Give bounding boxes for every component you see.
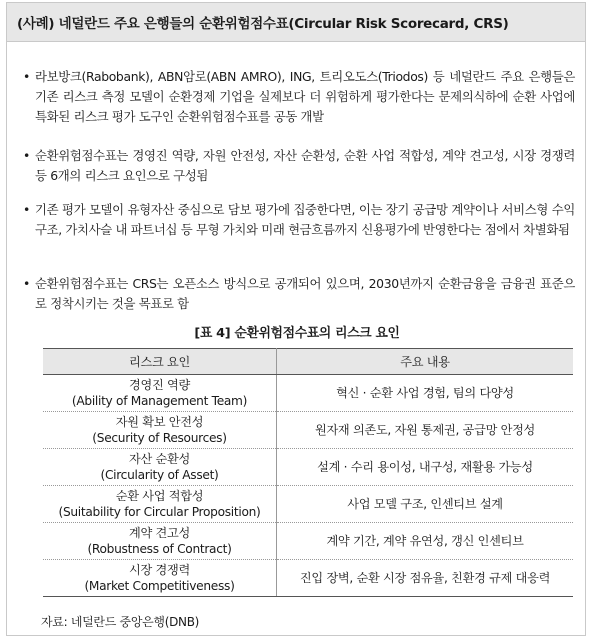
- factor-name-ko: 경영진 역량: [129, 378, 190, 392]
- case-study-box: [6, 2, 586, 636]
- content-cell: 계약 기간, 계약 유연성, 갱신 인센티브: [277, 523, 574, 560]
- factor-cell: [43, 523, 277, 560]
- factor-cell: [43, 449, 277, 486]
- content-cell: 진입 장벽, 순환 시장 점유율, 친환경 규제 대응력: [277, 560, 574, 597]
- factor-cell: [43, 412, 277, 449]
- factor-name-ko: 순환 사업 적합성: [115, 489, 204, 503]
- table-row: [43, 449, 573, 486]
- content-cell: 원자재 의존도, 자원 통제권, 공급망 안정성: [277, 412, 574, 449]
- box-title: (사례) 네덜란드 주요 은행들의 순환위험점수표(Circular Risk Scorecard, CRS): [17, 16, 509, 32]
- bullet-item: [23, 274, 575, 314]
- column-header-content: 주요 내용: [277, 349, 574, 375]
- table-row: [43, 486, 573, 523]
- bullet-text: 순환위험점수표는 CRS는 오픈소스 방식으로 공개되어 있으며, 2030년까지 순환금융을 금융권 표준으로 정착시키는 것을 목표로 함: [35, 276, 575, 311]
- factor-name-ko: 자원 확보 안전성: [115, 415, 204, 429]
- table-title: [표 4] 순환위험점수표의 리스크 요인: [194, 326, 400, 341]
- bullet-marker: •: [23, 202, 30, 217]
- factor-name-en: (Robustness of Contract): [87, 542, 232, 556]
- table-row: [43, 412, 573, 449]
- bullet-marker: •: [23, 69, 30, 84]
- bullet-marker: •: [23, 276, 30, 291]
- content-cell: 설계 · 수리 용이성, 내구성, 재활용 가능성: [277, 449, 574, 486]
- box-header: [7, 3, 585, 42]
- table-row: [43, 523, 573, 560]
- table-row: [43, 560, 573, 597]
- bullet-item: [23, 146, 575, 186]
- bullet-marker: •: [23, 148, 30, 163]
- content-cell: 사업 모델 구조, 인센티브 설계: [277, 486, 574, 523]
- factor-cell: [43, 486, 277, 523]
- factor-name-en: (Circularity of Asset): [100, 468, 219, 482]
- factor-name-en: (Market Competitiveness): [84, 579, 235, 593]
- content-cell: 혁신 · 순환 사업 경험, 팀의 다양성: [277, 375, 574, 412]
- bullet-text: 순환위험점수표는 경영진 역량, 자원 안전성, 자산 순환성, 순환 사업 적합성, 계약 견고성, 시장 경쟁력 등 6개의 리스크 요인으로 구성됨: [35, 148, 575, 183]
- factor-name-en: (Suitability for Circular Proposition): [58, 505, 261, 519]
- factor-name-en: (Security of Resources): [92, 431, 227, 445]
- factor-cell: [43, 560, 277, 597]
- column-header-factor: 리스크 요인: [43, 349, 277, 375]
- source-note: 자료: 네덜란드 중앙은행(DNB): [41, 615, 200, 629]
- bullet-item: [23, 67, 575, 127]
- table-header-row: [43, 349, 573, 375]
- bullet-item: [23, 200, 575, 240]
- factor-name-ko: 계약 견고성: [129, 526, 190, 540]
- factor-cell: [43, 375, 277, 412]
- risk-factor-table: [43, 348, 573, 597]
- bullet-text: 기존 평가 모델이 유형자산 중심으로 담보 평가에 집중한다면, 이는 장기 공급망 계약이나 서비스형 수익 구조, 가치사슬 내 파트너십 등 무형 가치와 미래 현금흐름까지 신용평가에 반영한다는 점에서 차별화됨: [35, 202, 575, 237]
- factor-name-ko: 시장 경쟁력: [129, 563, 190, 577]
- factor-name-en: (Ability of Management Team): [71, 394, 248, 408]
- table-row: [43, 375, 573, 412]
- bullet-text: 라보방크(Rabobank), ABN암로(ABN AMRO), ING, 트리오도스(Triodos) 등 네덜란드 주요 은행들은 기존 리스크 측정 모델이 순환경제 기업을 실제보다 더 위험하게 평가한다는 문제의식하에 순환 사업에 특화된 리스크 평가 도구인 순환위험점수표를 공동 개발: [35, 69, 575, 124]
- factor-name-ko: 자산 순환성: [129, 452, 190, 466]
